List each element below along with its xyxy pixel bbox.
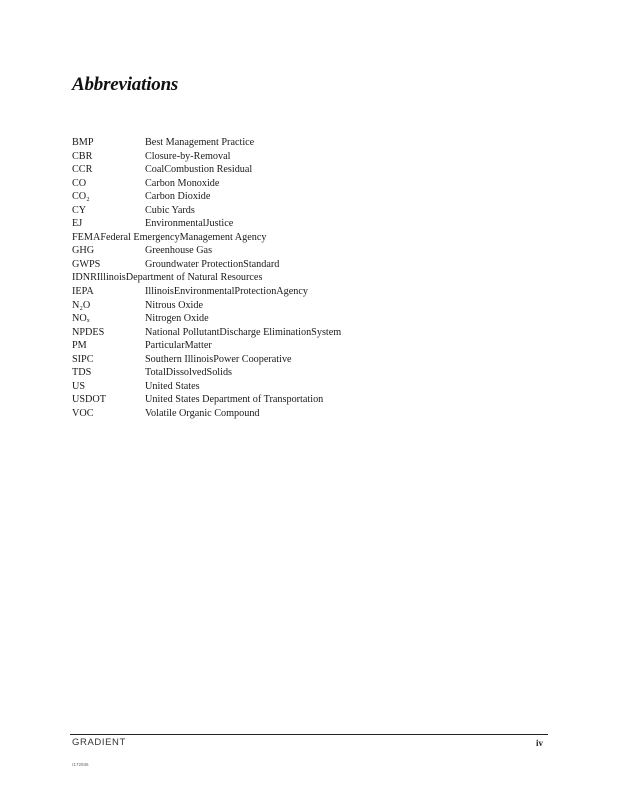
abbreviation-list [72,136,341,420]
abbreviation-definition: TotalDissolvedSolids [145,367,233,379]
abbreviation-row [72,177,341,191]
abbreviation-definition: ParticularMatter [145,340,212,352]
abbreviation-definition: Nitrous Oxide [145,299,204,311]
abbreviation-definition: National PollutantDischarge EliminationSystem [145,326,342,338]
abbreviation-row [72,217,341,231]
abbreviation-row [72,136,341,150]
abbreviation-term: N₂O [72,299,91,311]
abbreviation-row [72,163,341,177]
abbreviation-definition: IllinoisDepartment of Natural Resources [96,272,263,284]
abbreviation-row [72,393,341,407]
abbreviation-term: US [72,380,86,392]
abbreviation-term: BMP [72,137,94,148]
abbreviation-row [72,326,341,340]
abbreviation-definition: Cubic Yards [145,204,195,216]
abbreviation-row [72,380,341,394]
abbreviation-definition: Volatile Organic Compound [145,407,260,419]
abbreviation-row [72,312,341,326]
company-logo: GRADIENT [72,737,126,748]
abbreviation-row [72,244,341,258]
abbreviation-definition: Greenhouse Gas [145,245,213,257]
abbreviation-term: NOₓ [72,313,90,325]
footer-divider [70,734,548,735]
abbreviation-definition: CoalCombustion Residual [145,164,253,176]
abbreviation-definition: Southern IllinoisPower Cooperative [145,353,292,365]
abbreviation-term: NPDES [72,326,105,338]
abbreviation-definition: Carbon Monoxide [145,177,220,189]
abbreviation-row [72,271,341,285]
abbreviation-row [72,339,341,353]
abbreviation-term: CCR [72,164,93,176]
abbreviation-definition: EnvironmentalJustice [145,218,234,230]
abbreviation-term: CY [72,204,87,216]
abbreviation-definition: Groundwater ProtectionStandard [145,258,280,270]
abbreviation-term: CO [72,177,87,189]
document-code: r172936 [72,762,89,767]
abbreviation-term: SIPC [72,353,94,365]
page-number: iv [535,738,543,748]
abbreviation-definition: Nitrogen Oxide [145,313,209,325]
abbreviation-row [72,366,341,380]
abbreviation-definition: United States [145,380,200,392]
abbreviation-definition: IllinoisEnvironmentalProtectionAgency [145,286,308,298]
abbreviation-term: CO₂ [72,191,90,203]
abbreviation-definition: Best Management Practice [145,137,255,148]
abbreviation-term: FEMA [72,231,101,243]
abbreviation-term: VOC [72,407,94,419]
abbreviation-row [72,204,341,218]
abbreviation-term: IDNR [72,272,97,284]
abbreviation-row [72,150,341,164]
page-title: Abbreviations [72,74,179,95]
abbreviation-term: IEPA [72,286,94,298]
abbreviation-term: CBR [72,150,93,162]
abbreviation-term: GHG [72,245,95,257]
abbreviation-term: TDS [72,367,92,379]
abbreviation-term: USDOT [72,394,106,406]
abbreviation-definition: United States Department of Transportation [145,394,324,406]
abbreviation-term: PM [72,340,87,352]
abbreviation-row [72,231,341,245]
abbreviation-row [72,407,341,421]
abbreviation-definition: Carbon Dioxide [145,191,211,203]
abbreviation-definition: Closure-by-Removal [145,150,231,162]
abbreviation-definition: Federal EmergencyManagement Agency [100,231,267,243]
abbreviation-row [72,353,341,367]
abbreviation-row [72,190,341,204]
abbreviation-row [72,258,341,272]
abbreviation-row [72,285,341,299]
abbreviation-term: EJ [72,218,83,230]
abbreviation-row [72,299,341,313]
abbreviation-term: GWPS [72,258,101,270]
